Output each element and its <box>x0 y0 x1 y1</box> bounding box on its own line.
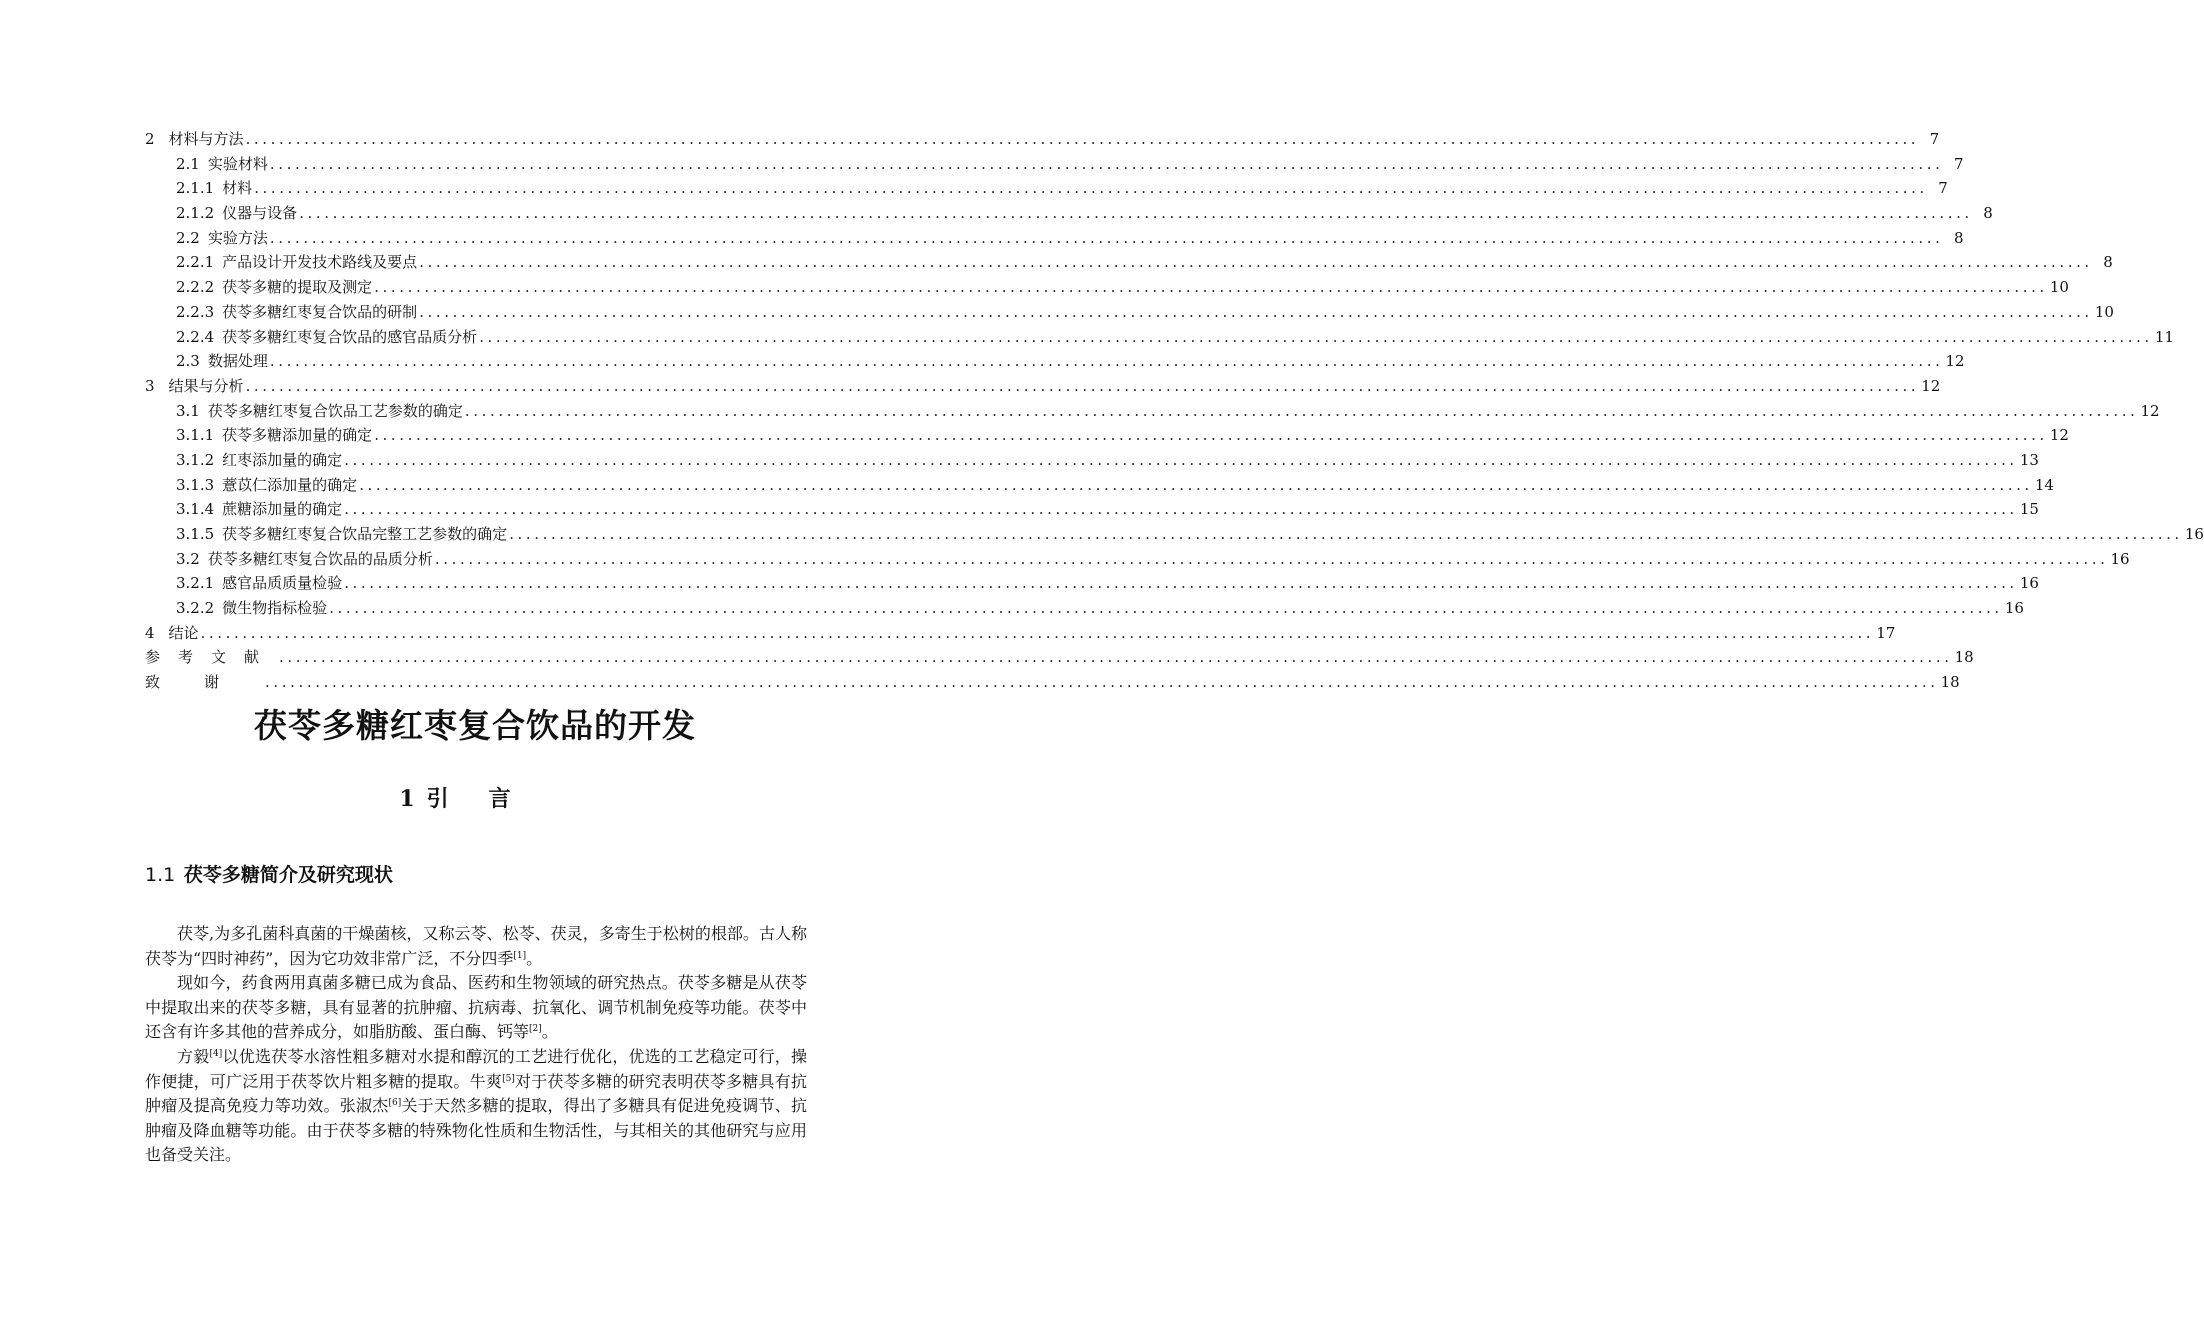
toc-entry-title: 茯苓多糖红枣复合饮品的研制 <box>222 302 418 321</box>
toc-page-number: 13 <box>2019 450 2039 469</box>
toc-entry[interactable] <box>145 250 2113 275</box>
body-paragraph <box>145 971 807 1045</box>
toc-entry[interactable] <box>145 645 1974 670</box>
toc-page-number: 7 <box>1929 130 1940 148</box>
paragraph-text: 。 <box>526 948 543 968</box>
toc-page-number: 8 <box>2103 253 2113 272</box>
toc-entry-title: 实验方法 <box>207 228 268 247</box>
toc-dot-leader: ........................................................................................................................................................................................................ <box>344 500 2018 519</box>
toc-entry-number: 2.1.1 <box>176 179 215 198</box>
toc-entry-title: 茯苓多糖的提取及测定 <box>222 278 373 297</box>
toc-entry-number: 3.2.1 <box>176 574 215 593</box>
toc-entry-title: 微生物指标检验 <box>222 599 328 618</box>
toc-dot-leader: ........................................................................................................................................................................................................ <box>464 401 2139 420</box>
body-paragraph <box>145 1045 807 1168</box>
toc-entry-number: 2.1.2 <box>176 204 215 223</box>
toc-entry[interactable] <box>145 176 1948 201</box>
toc-entry[interactable] <box>145 152 1964 177</box>
citation-ref[interactable]: [6] <box>388 1098 402 1109</box>
toc-dot-leader: ........................................................................................................................................................................................................ <box>269 352 1944 371</box>
toc-entry[interactable] <box>145 596 2024 621</box>
toc-dot-leader: ........................................................................................................................................................................................................ <box>254 179 1928 198</box>
toc-dot-leader: ........................................................................................................................................................................................................ <box>374 426 2048 445</box>
toc-entry-title: 茯苓多糖红枣复合饮品的品质分析 <box>207 549 433 568</box>
toc-dot-leader: ........................................................................................................................................................................................................ <box>200 623 1875 642</box>
toc-page-number: 12 <box>1921 376 1941 395</box>
toc-dot-leader: ........................................................................................................................................................................................................ <box>269 154 1944 173</box>
toc-page-number: 8 <box>1953 228 1964 247</box>
toc-entry-number: 3.1.3 <box>176 475 215 494</box>
toc-dot-leader: ........................................................................................................................................................................................................ <box>359 475 2033 494</box>
toc-page-number: 12 <box>2049 426 2069 445</box>
toc-entry[interactable] <box>145 325 2174 350</box>
toc-entry-number: 2 <box>145 130 155 148</box>
toc-entry-number: 3.1.2 <box>176 450 215 469</box>
toc-entry-title: 材料与方法 <box>168 130 244 148</box>
toc-page-number: 11 <box>2154 327 2174 346</box>
toc-entry-title: 数据处理 <box>207 352 268 371</box>
paragraph-text: 对于茯苓多糖的研究表明茯苓多糖具有抗肿瘤及提高免疫力等功效。张淑杰 <box>145 1071 807 1116</box>
toc-page-number: 16 <box>2184 525 2204 543</box>
toc-entry-number: 2.1 <box>176 154 200 173</box>
toc-page-number: 12 <box>2140 401 2160 420</box>
toc-entry[interactable] <box>145 522 2204 547</box>
toc-entry-title: 仪器与设备 <box>222 204 298 223</box>
toc-entry[interactable] <box>145 201 1993 226</box>
toc-entry-title: 实验材料 <box>207 154 268 173</box>
toc-entry[interactable] <box>145 300 2114 325</box>
citation-ref[interactable]: [1] <box>513 950 527 961</box>
toc-dot-leader: ........................................................................................................................................................................................................ <box>265 673 1939 692</box>
toc-entry[interactable] <box>145 473 2054 498</box>
toc-page-number: 8 <box>1983 204 1993 223</box>
body-paragraph <box>145 922 807 971</box>
toc-dot-leader: ........................................................................................................................................................................................................ <box>245 376 1920 395</box>
toc-entry[interactable] <box>145 226 1964 251</box>
toc-page-number: 16 <box>2004 599 2024 618</box>
toc-entry-title: 茯苓多糖添加量的确定 <box>222 426 373 445</box>
chapter-number: 1 <box>399 786 415 812</box>
toc-page-number: 10 <box>2094 302 2114 321</box>
toc-dot-leader: ........................................................................................................................................................................................................ <box>279 648 1953 667</box>
toc-entry-number: 2.2.4 <box>176 327 215 346</box>
toc-entry-number: 4 <box>145 623 155 642</box>
citation-ref[interactable]: [2] <box>529 1024 542 1035</box>
toc-entry-number: 3.2 <box>176 549 200 568</box>
toc-dot-leader: ........................................................................................................................................................................................................ <box>419 253 2093 272</box>
paragraph-text: 以优选茯苓水溶性粗多糖对水提和醇沉的工艺进行优化，优选的工艺稳定可行，操作便捷，可广泛用于茯苓饮片粗多糖的提取。牛爽 <box>145 1046 807 1091</box>
toc-page-number: 16 <box>2110 549 2130 568</box>
toc-dot-leader: ........................................................................................................................................................................................................ <box>329 599 2003 618</box>
chapter-title: 引言 <box>426 786 551 812</box>
toc-entry-title: 结论 <box>168 623 199 642</box>
section-number: 1.1 <box>145 864 176 886</box>
toc-dot-leader: ........................................................................................................................................................................................................ <box>269 228 1944 247</box>
toc-dot-leader: ........................................................................................................................................................................................................ <box>245 130 1920 148</box>
paragraph-text: 方毅 <box>177 1046 210 1066</box>
toc-dot-leader: ........................................................................................................................................................................................................ <box>299 204 1973 223</box>
toc-page-number: 16 <box>2019 574 2039 593</box>
table-of-contents <box>145 127 2204 695</box>
toc-dot-leader: ........................................................................................................................................................................................................ <box>344 450 2018 469</box>
paragraph-text: 茯苓,为多孔菌科真菌的干燥菌核，又称云苓、松苓、茯灵，多寄生于松树的根部。古人称茯苓为“四时神药”，因为它功效非常广泛，不分四季 <box>145 924 807 968</box>
toc-entry-title: 蔗糖添加量的确定 <box>222 500 343 519</box>
toc-page-number: 10 <box>2049 278 2069 297</box>
toc-entry-title: 参考文献 <box>145 648 278 667</box>
toc-page-number: 7 <box>1938 179 1948 198</box>
toc-entry[interactable] <box>145 127 1940 152</box>
toc-entry[interactable] <box>145 670 1960 695</box>
section-heading <box>145 860 393 887</box>
toc-entry-number: 2.2.1 <box>176 253 215 272</box>
toc-entry-title: 产品设计开发技术路线及要点 <box>222 253 418 272</box>
toc-entry-title: 薏苡仁添加量的确定 <box>222 475 358 494</box>
toc-page-number: 18 <box>1954 648 1974 667</box>
toc-entry-number: 3.1.4 <box>176 500 215 519</box>
toc-entry-title: 结果与分析 <box>168 376 244 395</box>
chapter-heading <box>0 782 950 813</box>
toc-entry-number: 2.2 <box>176 228 200 247</box>
toc-page-number: 7 <box>1953 154 1964 173</box>
toc-entry-title: 红枣添加量的确定 <box>222 450 343 469</box>
toc-entry-number: 3.1.1 <box>176 426 215 445</box>
toc-entry-number: 3 <box>145 376 155 395</box>
paragraph-text: 关于天然多糖的提取，得出了多糖具有促进免疫调节、抗肿瘤及降血糖等功能。由于茯苓多糖的特殊物化性质和生物活性，与其相关的其他研究与应用也备受关注。 <box>145 1096 807 1165</box>
toc-entry-number: 3.1 <box>176 401 200 420</box>
toc-entry[interactable] <box>145 399 2160 424</box>
toc-page-number: 17 <box>1876 623 1896 642</box>
section-title: 茯苓多糖简介及研究现状 <box>183 864 393 886</box>
toc-entry-number: 3.1.5 <box>176 525 215 543</box>
body-text <box>145 922 807 1168</box>
toc-entry[interactable] <box>145 374 1941 399</box>
toc-entry[interactable] <box>145 621 1896 646</box>
toc-entry-title: 感官品质质量检验 <box>222 574 343 593</box>
toc-page-number: 15 <box>2019 500 2039 519</box>
toc-entry-number: 3.2.2 <box>176 599 215 618</box>
toc-dot-leader: ........................................................................................................................................................................................................ <box>374 278 2048 297</box>
toc-page-number: 14 <box>2034 475 2054 494</box>
toc-entry[interactable] <box>145 547 2130 572</box>
toc-entry[interactable] <box>145 349 1965 374</box>
toc-entry-title: 致谢 <box>145 673 264 692</box>
toc-entry-number: 2.3 <box>176 352 200 371</box>
citation-ref[interactable]: [4] <box>209 1048 223 1059</box>
toc-dot-leader: ........................................................................................................................................................................................................ <box>509 525 2183 543</box>
toc-page-number: 12 <box>1945 352 1965 371</box>
toc-entry-number: 2.2.3 <box>176 302 215 321</box>
citation-ref[interactable]: [5] <box>502 1073 515 1084</box>
toc-dot-leader: ........................................................................................................................................................................................................ <box>344 574 2018 593</box>
toc-entry[interactable] <box>145 275 2069 300</box>
toc-dot-leader: ........................................................................................................................................................................................................ <box>479 327 2153 346</box>
toc-entry[interactable] <box>145 497 2039 522</box>
paragraph-text: 。 <box>541 1022 558 1042</box>
toc-entry[interactable] <box>145 571 2039 596</box>
toc-entry[interactable] <box>145 423 2069 448</box>
toc-entry-title: 材料 <box>222 179 253 198</box>
document-title: 茯苓多糖红枣复合饮品的开发 <box>254 706 696 745</box>
toc-entry-number: 2.2.2 <box>176 278 215 297</box>
toc-dot-leader: ........................................................................................................................................................................................................ <box>419 302 2093 321</box>
toc-page-number: 18 <box>1940 673 1960 692</box>
toc-entry-title: 茯苓多糖红枣复合饮品完整工艺参数的确定 <box>222 525 508 543</box>
toc-dot-leader: ........................................................................................................................................................................................................ <box>434 549 2109 568</box>
toc-entry[interactable] <box>145 448 2039 473</box>
toc-entry-title: 茯苓多糖红枣复合饮品工艺参数的确定 <box>207 401 463 420</box>
paragraph-text: 现如今，药食两用真菌多糖已成为食品、医药和生物领域的研究热点。茯苓多糖是从茯苓中提取出来的茯苓多糖，具有显著的抗肿瘤、抗病毒、抗氧化、调节机制免疫等功能。茯苓中还含有许多其他的营养成分，如脂肪酸、蛋白酶、钙等 <box>145 973 807 1042</box>
toc-entry-title: 茯苓多糖红枣复合饮品的感官品质分析 <box>222 327 478 346</box>
